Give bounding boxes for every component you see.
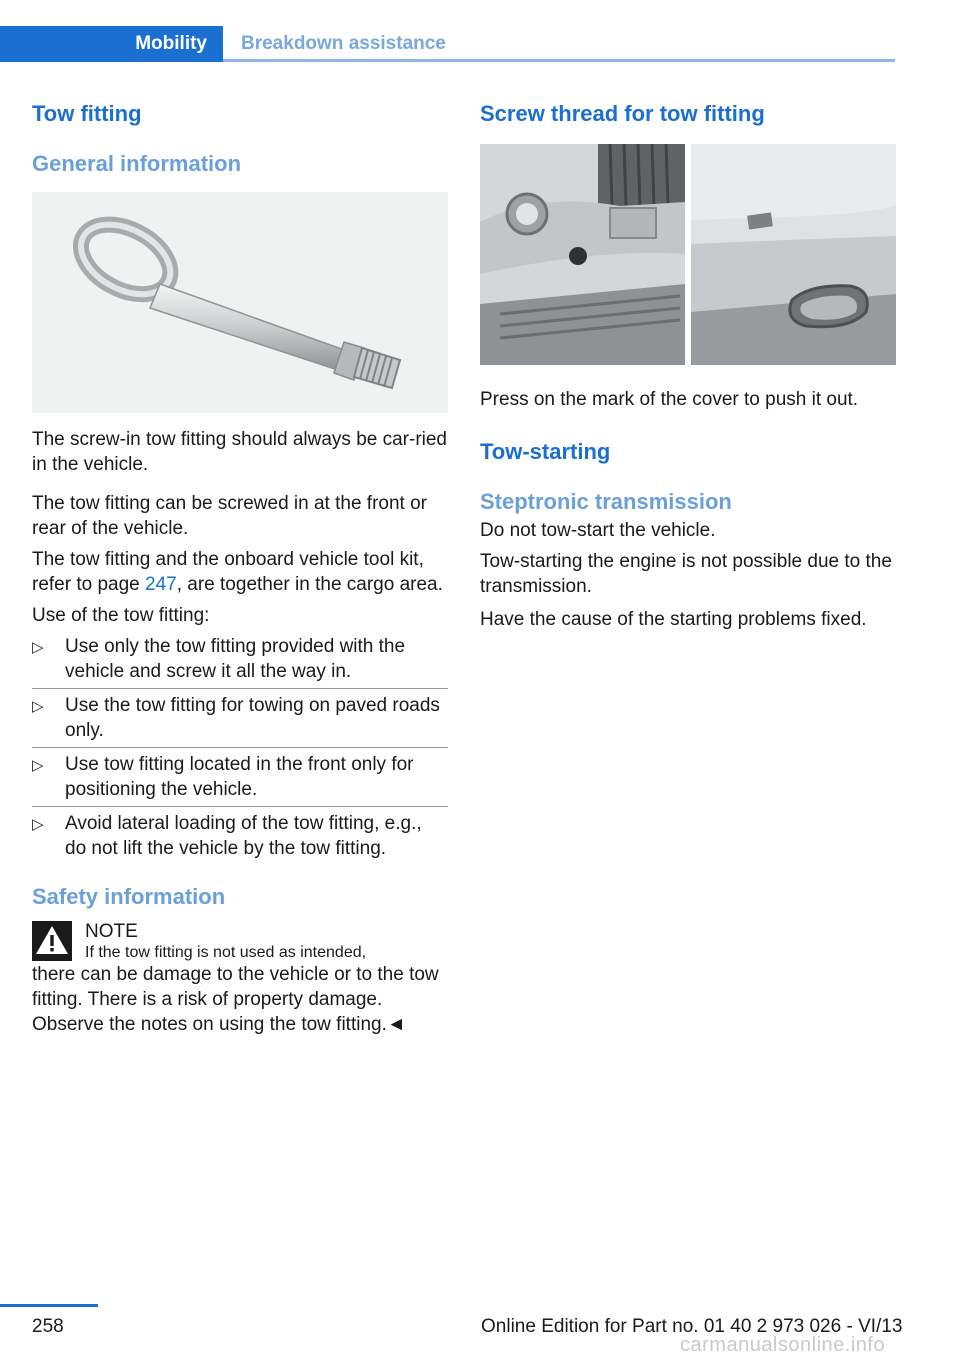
- list-item: ▷ Use only the tow fitting provided with the vehicle and screw it all the way in.: [32, 630, 448, 689]
- note-first-line: If the tow fitting is not used as intended,: [85, 944, 367, 961]
- paragraph-use-intro: Use of the tow fitting:: [32, 605, 210, 626]
- header-rule: [223, 59, 895, 62]
- watermark: carmanualsonline.info: [680, 1334, 886, 1356]
- warning-triangle-icon: [32, 921, 72, 961]
- triangle-bullet-icon: ▷: [32, 639, 44, 656]
- triangle-bullet-icon: ▷: [32, 816, 44, 833]
- tow-fitting-image: [32, 192, 448, 413]
- header-tabs: [0, 26, 895, 62]
- paragraph-do-not-tow-start: Do not tow-start the vehicle.: [480, 520, 716, 541]
- paragraph-tool-kit-after: , are together in the cargo area.: [176, 574, 443, 595]
- triangle-bullet-icon: ▷: [32, 757, 44, 774]
- tow-eye-illustration: [32, 192, 448, 413]
- paragraph-front-or-rear: The tow fitting can be screwed in at the front or rear of the vehicle.: [32, 493, 427, 539]
- heading-safety-information: Safety information: [32, 884, 226, 909]
- list-item: ▷ Avoid lateral loading of the tow fitting, e.g., do not lift the vehicle by the tow fitting.: [32, 813, 422, 859]
- note-label: NOTE: [85, 921, 138, 942]
- section-title-screw-thread: Screw thread for tow fitting: [480, 101, 765, 126]
- section-title-tow-starting: Tow-starting: [480, 439, 611, 464]
- paragraph-carry-in-vehicle: The screw-in tow fitting should always be car-ried in the vehicle.: [32, 429, 448, 475]
- warning-note: [32, 919, 448, 1037]
- heading-steptronic-transmission: Steptronic transmission: [480, 489, 732, 514]
- list-item: ▷ Use the tow fitting for towing on paved roads only.: [32, 689, 448, 748]
- paragraph-tool-kit: [32, 547, 448, 597]
- page-number: 258: [32, 1316, 64, 1337]
- paragraph-tool-kit-before: The tow fitting and the onboard vehicle tool kit, refer to page: [32, 549, 424, 595]
- heading-general-information: General information: [32, 151, 242, 176]
- tab-mobility[interactable]: Mobility: [0, 26, 223, 62]
- paragraph-not-possible: Tow-starting the engine is not possible due to the transmission.: [480, 551, 892, 597]
- tab-breakdown-assistance[interactable]: Breakdown assistance: [241, 33, 446, 54]
- left-column: [32, 100, 448, 1037]
- bumper-cover-illustration: [480, 144, 896, 365]
- paragraph-press-mark: Press on the mark of the cover to push it out.: [480, 389, 859, 410]
- note-body: there can be damage to the vehicle or to the tow fitting. There is a risk of property damage. Observe the notes on using the tow fitting.◄: [32, 964, 439, 1035]
- right-column: [480, 100, 896, 640]
- triangle-bullet-icon: ▷: [32, 698, 44, 715]
- list-item: ▷ Use tow fitting located in the front only for positioning the vehicle.: [32, 748, 448, 807]
- edition-info: Online Edition for Part no. 01 40 2 973 026 - VI/13: [481, 1316, 903, 1337]
- paragraph-have-fixed: Have the cause of the starting problems fixed.: [480, 609, 867, 630]
- footer-rule: [0, 1304, 98, 1307]
- usage-bullet-list: [32, 630, 448, 865]
- screw-thread-cover-image: [480, 144, 896, 365]
- section-title-tow-fitting: Tow fitting: [32, 101, 142, 126]
- page-reference-link[interactable]: 247: [145, 574, 177, 595]
